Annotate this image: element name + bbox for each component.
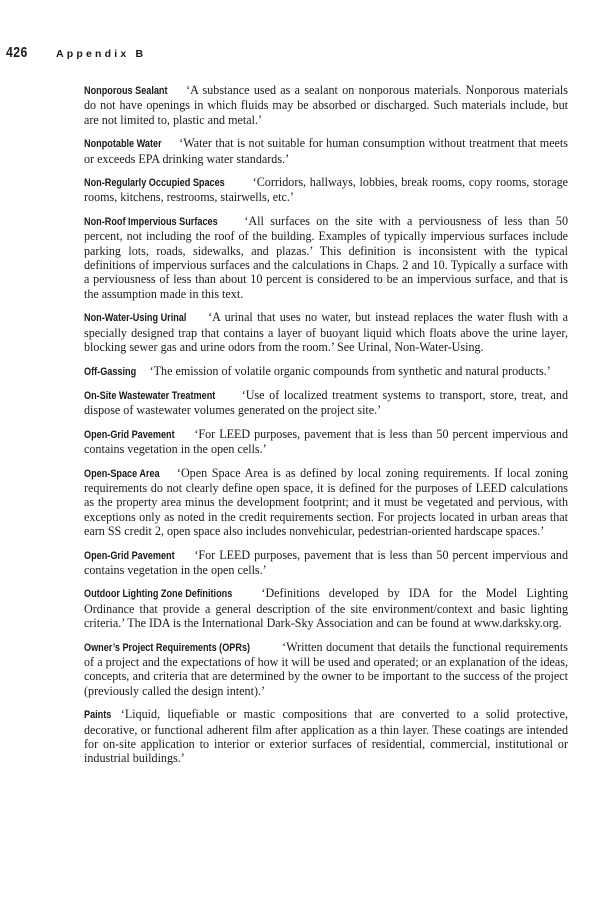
glossary-entry: [84, 388, 568, 418]
glossary-definition: ‘Written document that details the functional requirements of a project and the expectations of how it will be used and operated; or an explanation of the ideas, concepts, and criteria that are determined by the owner to be important to the success of the project (previously called the design intent).’: [84, 639, 568, 698]
glossary-term: Outdoor Lighting Zone Definitions: [84, 588, 233, 601]
glossary-definition: ‘All surfaces on the site with a perviousness of less than 50 percent, not including the roof of the building. Examples of typically impervious surfaces include parking lots, roads, sidewalks, and plazas.’ This definition is inconsistent with the typical definitions of impervious surfaces and the calculations in Chaps. 2 and 10. Typically a surface with a perviousness of less than about 10 percent is considered to be an impervious surface, and that is the assumption made in this text.: [84, 213, 568, 301]
glossary: [84, 83, 568, 775]
running-head: [6, 44, 146, 61]
glossary-entry: [84, 214, 568, 301]
glossary-entry: [84, 175, 568, 205]
glossary-term: Open-Space Area: [84, 467, 160, 480]
glossary-entry: [84, 640, 568, 699]
glossary-term: Owner’s Project Requirements (OPRs): [84, 641, 251, 654]
glossary-definition: ‘The emission of volatile organic compounds from synthetic and natural products.’: [149, 363, 551, 378]
glossary-definition: ‘A urinal that uses no water, but instead replaces the water flush with a specially designed trap that contains a layer of buoyant liquid which floats above the urine layer, blocking sewer gas and urine odors from the room.’ See Urinal, Non-Water-Using.: [84, 310, 568, 355]
glossary-entry: [84, 364, 568, 379]
glossary-definition: ‘Corridors, hallways, lobbies, break rooms, copy rooms, storage rooms, kitchens, restrooms, stairwells, etc.’: [84, 175, 568, 205]
glossary-entry: [84, 310, 568, 354]
page-number: 426: [6, 44, 28, 61]
glossary-entry: [84, 136, 568, 166]
glossary-definition: ‘For LEED purposes, pavement that is less than 50 percent impervious and contains vegetation in the open cells.’: [84, 547, 568, 577]
glossary-term: Non-Regularly Occupied Spaces: [84, 177, 225, 190]
glossary-entry: [84, 707, 568, 766]
glossary-term: Open-Grid Pavement: [84, 549, 175, 562]
glossary-term: Paints: [84, 709, 112, 722]
glossary-definition: ‘A substance used as a sealant on nonporous materials. Nonporous materials do not have openings in which fluids may be absorbed or discharged. Such materials include, but are not limited to, plastic and metal.’: [84, 83, 568, 127]
glossary-term: Non-Roof Impervious Surfaces: [84, 215, 218, 228]
glossary-term: Open-Grid Pavement: [84, 428, 175, 441]
glossary-entry: [84, 586, 568, 630]
glossary-entry: [84, 83, 568, 127]
glossary-entry: [84, 466, 568, 539]
glossary-term: Nonpotable Water: [84, 138, 162, 151]
glossary-entry: [84, 427, 568, 457]
glossary-term: Nonporous Sealant: [84, 85, 168, 97]
glossary-definition: ‘Use of localized treatment systems to transport, store, treat, and dispose of wastewater volumes generated on the project site.’: [84, 387, 568, 418]
glossary-definition: ‘Definitions developed by IDA for the Model Lighting Ordinance that provide a general description of the site environment/context and basic lighting criteria.’ The IDA is the International Dark-Sky Association and can be found at www.darksky.org.: [84, 586, 568, 631]
glossary-definition: ‘Liquid, liquefiable or mastic compositions that are converted to a solid protective, decorative, or functional adherent film after application as a thin layer. These coatings are intended for on-site application to interior or exterior surfaces of residential, commercial, institutional or industrial buildings.’: [84, 707, 568, 766]
glossary-term: On-Site Wastewater Treatment: [84, 389, 216, 402]
glossary-term: Off-Gassing: [84, 365, 137, 378]
glossary-definition: ‘For LEED purposes, pavement that is less than 50 percent impervious and contains vegetation in the open cells.’: [84, 426, 568, 457]
glossary-definition: ‘Water that is not suitable for human consumption without treatment that meets or exceeds EPA drinking water standards.’: [84, 136, 568, 166]
glossary-entry: [84, 548, 568, 578]
glossary-definition: ‘Open Space Area is as defined by local zoning requirements. If local zoning requirements do not clearly define open space, it is defined for the purposes of LEED calculations as the property area minus the development footprint; and it must be vegetated and pervious, with exceptions only as noted in the credit requirements section. For projects located in urban areas that earn SS credit 2, open space also includes nonvehicular, pedestrian-oriented hardscape spaces.’: [84, 465, 568, 539]
section-title: Appendix B: [56, 48, 147, 60]
glossary-term: Non-Water-Using Urinal: [84, 312, 187, 325]
